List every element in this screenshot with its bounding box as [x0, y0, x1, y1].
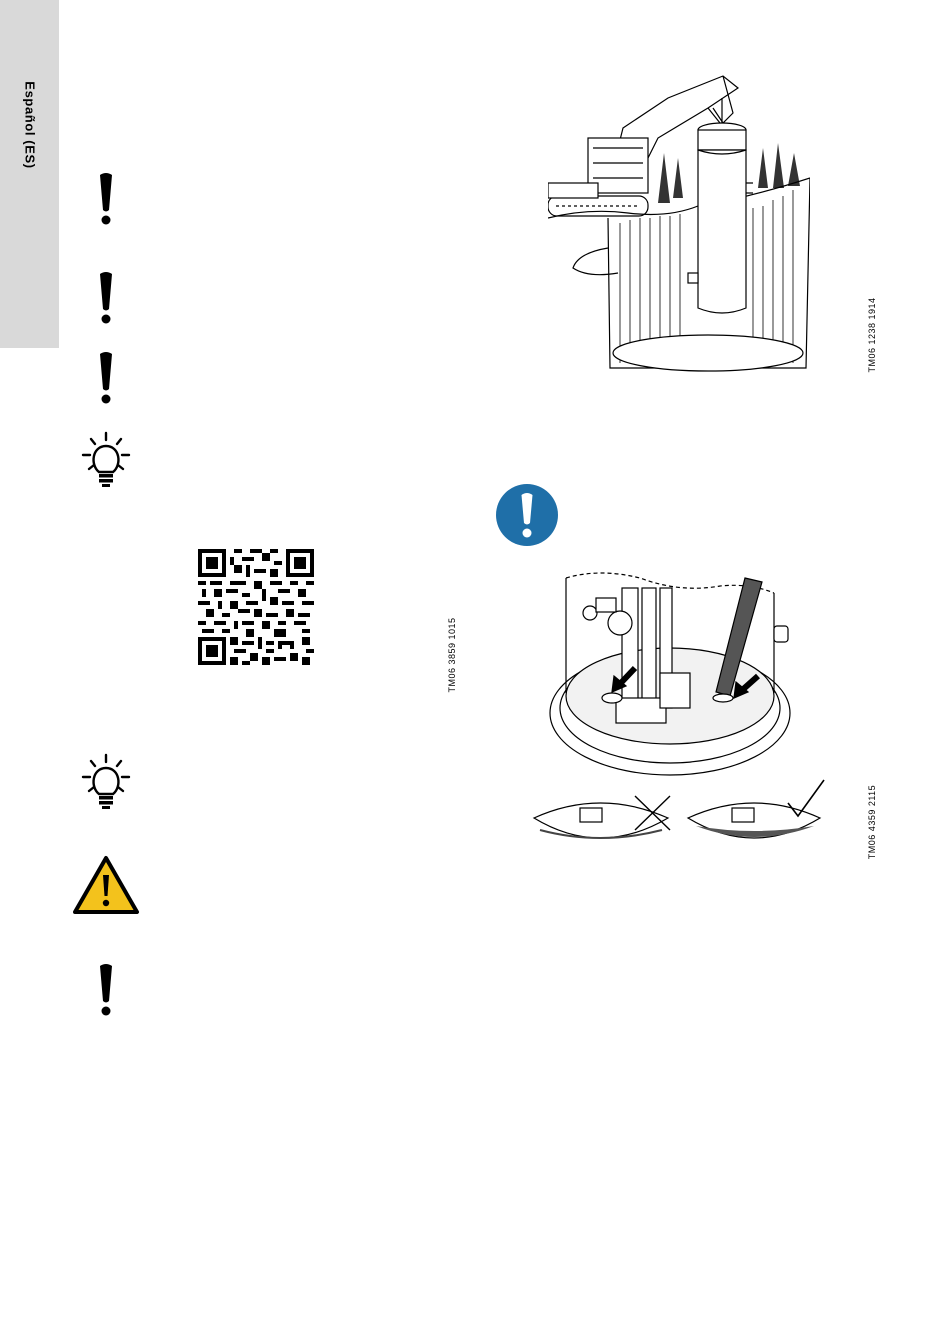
figure-code-qr: TM06 3859 1015: [447, 617, 457, 693]
lightbulb-icon: [80, 431, 132, 489]
qr-code: [198, 549, 314, 665]
exclamation-icon: [96, 351, 116, 405]
language-side-tab: [0, 0, 59, 348]
exclamation-icon: [96, 271, 116, 325]
language-label: Español (ES): [22, 81, 38, 169]
exclamation-icon: [96, 963, 116, 1017]
exclamation-icon: [96, 172, 116, 226]
figure-code-tank-fill: TM06 4359 2115: [867, 784, 877, 860]
tank-gravel-fill-illustration: [530, 568, 830, 868]
lightbulb-icon: [80, 753, 132, 811]
figure-code-excavation: TM06 1238 1914: [867, 297, 877, 373]
warning-triangle-icon: [72, 855, 140, 915]
mandatory-action-icon: [495, 483, 559, 547]
excavation-illustration: [548, 68, 810, 378]
